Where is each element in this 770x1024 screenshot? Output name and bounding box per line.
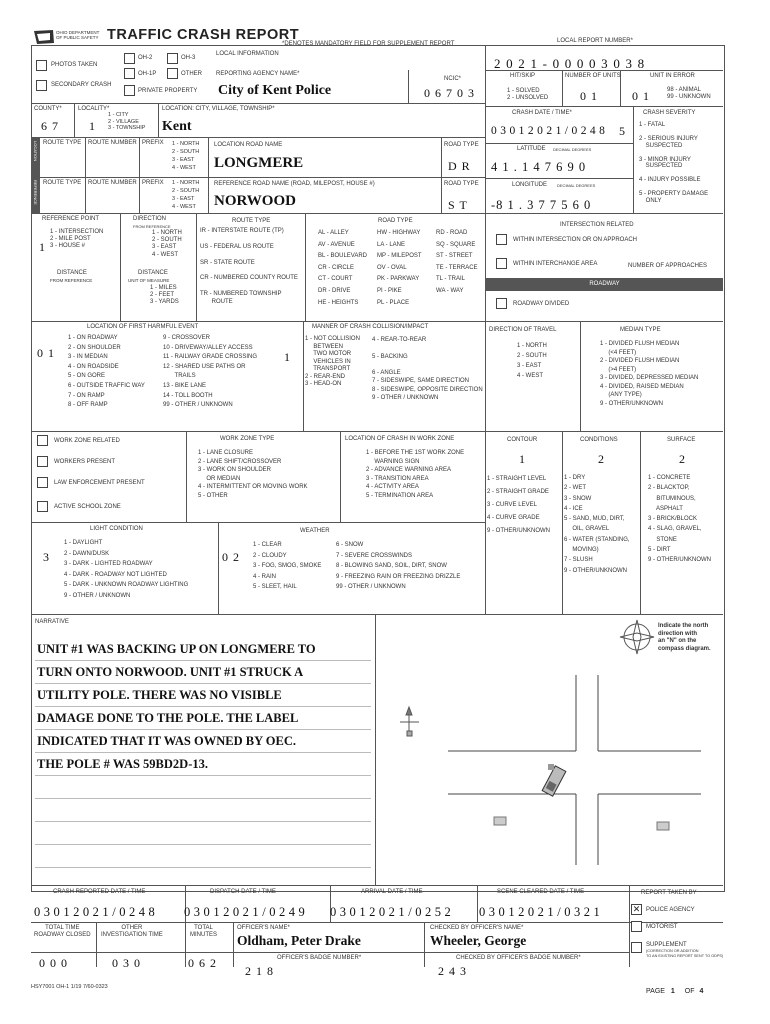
locality-options: 1 - CITY 2 - VILLAGE 3 - TOWNSHIP	[108, 112, 146, 131]
rule	[31, 522, 486, 523]
rule	[85, 137, 86, 213]
first-harmful-label: LOCATION OF FIRST HARMFUL EVENT	[87, 324, 199, 330]
reference-road-type-value: S T	[448, 198, 468, 212]
route-type-label: ROUTE TYPE	[43, 140, 82, 146]
supplement-note: (CORRECTION OR ADDITION TO AN EXISTING REPORT SENT TO ODPS)	[646, 949, 724, 958]
total-minutes-value: 0 6 2	[188, 956, 217, 970]
police-agency-checkbox[interactable]: ✕	[632, 904, 641, 914]
weather-col2: 6 - SNOW 7 - SEVERE CROSSWINDS 8 - BLOWING SAND, SOIL, DIRT, SNOW 9 - FREEZING RAIN OR FREEZING DRIZZLE 99 - OTHER / UNKNOWN	[336, 542, 461, 591]
badge-label: OFFICER'S BADGE NUMBER*	[277, 955, 362, 961]
private-property-checkbox[interactable]	[124, 85, 135, 96]
prefix-label: PREFIX	[142, 140, 164, 146]
secondary-crash-label: SECONDARY CRASH	[51, 82, 112, 88]
severity-options: 1 - FATAL 2 - SERIOUS INJURY SUSPECTED 3 - MINOR INJURY SUSPECTED 4 - INJURY POSSIBLE 5 - PROPERTY DAMAGE ONLY	[639, 122, 709, 204]
light-label: LIGHT CONDITION	[90, 526, 143, 532]
conditions-label: CONDITIONS	[580, 437, 618, 443]
active-school-zone-checkbox[interactable]	[37, 501, 48, 512]
rule	[208, 137, 209, 213]
total-time-value: 0 0 0	[39, 956, 68, 970]
first-harmful-col2: 9 - CROSSOVER 10 - DRIVEWAY/ALLEY ACCESS 11 - RAILWAY GRADE CROSSING 12 - SHARED USE PATHS OR TRAILS 13 - BIKE LANE 14 - TOLL BOOTH 99 - OTHER / UNKNOWN	[163, 335, 258, 409]
rule	[408, 70, 409, 103]
reporting-agency-value: City of Kent Police	[218, 83, 332, 98]
oh2-label: OH-2	[138, 55, 153, 61]
rule	[158, 103, 159, 137]
arrival-value: 0 3 0 1 2 0 2 1 / 0 2 5 2	[330, 905, 451, 919]
local-report-number: 2 0 2 1 - 0 0 0 0 3 0 3 8	[494, 56, 646, 71]
rule	[31, 431, 723, 432]
rule	[562, 70, 563, 106]
north-arrow-icon	[400, 707, 419, 736]
arrival-label: ARRIVAL DATE / TIME	[361, 889, 423, 895]
route-type-list: IR - INTERSTATE ROUTE (TP) US - FEDERAL US ROUTE SR - STATE ROUTE CR - NUMBERED COUNTY ROUTE TR - NUMBERED TOWNSHIP ROUTE	[200, 228, 298, 306]
rule	[186, 431, 187, 522]
other-investigation-value: 0 3 0	[112, 956, 141, 970]
ncic-label: NCIC*	[444, 76, 462, 82]
reporting-agency-label: REPORTING AGENCY NAME*	[216, 71, 300, 77]
conditions-options: 1 - DRY 2 - WET 3 - SNOW 4 - ICE 5 - SAND, MUD, DIRT, OIL, GRAVEL 6 - WATER (STANDING, MOVING) 7 - SLUSH 9 - OTHER/UNKNOWN	[564, 475, 630, 574]
rule	[31, 103, 485, 104]
roadway-divided-checkbox[interactable]	[496, 298, 507, 309]
severity-label: CRASH SEVERITY	[643, 110, 696, 116]
reference-point-options: 1 - INTERSECTION 2 - MILE POST 3 - HOUSE #	[50, 229, 104, 250]
prefix-options: 1 - NORTH 2 - SOUTH 3 - EAST 4 - WEST	[172, 141, 200, 171]
direction-label: DIRECTION	[133, 216, 166, 222]
unit-error-value: 0 1	[632, 89, 650, 103]
utility-pole-icon	[548, 764, 554, 770]
local-report-number-label: LOCAL REPORT NUMBER*	[557, 38, 633, 44]
work-zone-related-label: WORK ZONE RELATED	[54, 438, 120, 444]
narrative-line-5: INDICATED THAT IT WAS OWNED BY OEC.	[37, 734, 296, 748]
rule	[196, 213, 197, 321]
surface-value: 2	[679, 452, 686, 466]
first-harmful-col1: 1 - ON ROADWAY 2 - ON SHOULDER 3 - IN MEDIAN 4 - ON ROADSIDE 5 - ON GORE 6 - OUTSIDE TRAFFIC WAY 7 - ON RAMP 8 - OFF RAMP	[68, 335, 145, 409]
rule	[139, 137, 140, 213]
rule	[31, 321, 723, 322]
intersection-roads	[448, 675, 701, 865]
rule	[633, 106, 634, 213]
rule	[340, 431, 341, 522]
narrative-line-2: TURN ONTO NORWOOD. UNIT #1 STRUCK A	[37, 665, 304, 679]
road-type-col3: RD - ROAD SQ - SQUARE ST - STREET TE - TERRACE TL - TRAIL WA - WAY	[436, 230, 478, 294]
units-value: 0 1	[580, 89, 598, 103]
oh3-label: OH-3	[181, 55, 196, 61]
of-value: 4	[699, 988, 704, 995]
rule	[485, 45, 486, 614]
reference-point-label: REFERENCE POINT	[42, 216, 100, 222]
manner-col1: 1 - NOT COLLISION BETWEEN TWO MOTOR VEHICLES IN TRANSPORT 2 - REAR-END 3 - HEAD-ON	[305, 336, 360, 387]
crash-diagram	[376, 615, 722, 884]
road-type-col1: AL - ALLEY AV - AVENUE BL - BOULEVARD CR - CIRCLE CT - COURT DR - DRIVE HE - HEIGHTS	[318, 230, 368, 306]
rule	[74, 103, 75, 137]
of-label: OF	[684, 988, 695, 995]
median-type-label: MEDIAN TYPE	[620, 327, 661, 333]
crash-date-value: 0 3 0 1 2 0 2 1 / 0 2 4 8	[491, 125, 606, 137]
county-value: 6 7	[41, 119, 59, 133]
narrative-line	[35, 844, 371, 845]
narrative-line-4: DAMAGE DONE TO THE POLE. THE LABEL	[37, 711, 299, 725]
narrative-line-6: THE POLE # WAS 59BD2D-13.	[37, 757, 208, 771]
mandatory-note: *DENOTES MANDATORY FIELD FOR SUPPLEMENT REPORT	[282, 41, 455, 47]
within-interchange-label: WITHIN INTERCHANGE AREA	[513, 261, 598, 267]
narrative-line	[35, 775, 371, 776]
total-time-label: TOTAL TIME ROADWAY CLOSED	[34, 925, 91, 939]
rule	[31, 213, 723, 214]
rule	[640, 431, 641, 614]
contour-label: CONTOUR	[507, 437, 538, 443]
surface-label: SURFACE	[667, 437, 696, 443]
rule	[477, 885, 478, 922]
location-side-label: LOCATION	[33, 141, 38, 162]
photos-taken-label: PHOTOS TAKEN	[51, 62, 98, 68]
surface-options: 1 - CONCRETE 2 - BLACKTOP, BITUMINOUS, ASPHALT 3 - BRICK/BLOCK 4 - SLAG, GRAVEL, STONE 5 - DIRT 9 - OTHER/UNKNOWN	[648, 475, 711, 564]
units-label: NUMBER OF UNITS	[565, 73, 621, 79]
oh1p-checkbox[interactable]	[124, 68, 135, 79]
page-value: 1	[670, 988, 675, 995]
direction-options: 1 - NORTH 2 - SOUTH 3 - EAST 4 - WEST	[152, 230, 182, 258]
rule	[31, 177, 485, 178]
latitude-note: DECIMAL DEGREES	[553, 147, 592, 152]
within-intersection-label: WITHIN INTERSECTION OR ON APPROACH	[513, 237, 638, 243]
direction-travel-label: DIRECTION OF TRAVEL	[489, 327, 557, 333]
page-label: PAGE	[646, 988, 665, 995]
police-agency-label: POLICE AGENCY	[646, 907, 695, 913]
work-zone-related-checkbox[interactable]	[37, 435, 48, 446]
other-checkbox[interactable]	[167, 68, 178, 79]
agency-logo-text: OHIO DEPARTMENT OF PUBLIC SAFETY	[56, 30, 100, 40]
supplement-checkbox[interactable]	[631, 942, 642, 953]
rule	[31, 922, 723, 923]
rule	[485, 106, 723, 107]
oh2-checkbox[interactable]	[124, 53, 135, 64]
direction-sub: FROM REFERENCE	[133, 224, 171, 229]
hit-skip-label: HIT/SKIP	[510, 73, 536, 79]
latitude-value: 4 1 . 1 4 7 6 9 0	[491, 160, 587, 174]
rule	[120, 213, 121, 321]
checked-by-value: Wheeler, George	[430, 933, 527, 948]
longitude-label: LONGITUDE	[512, 182, 548, 188]
location-label: LOCATION: CITY, VILLAGE, TOWNSHIP*	[162, 106, 275, 112]
reference-road-label: REFERENCE ROAD NAME (ROAD, MILEPOST, HOUSE #)	[214, 181, 375, 187]
road-type-title: ROAD TYPE	[378, 218, 413, 224]
rule	[562, 431, 563, 614]
page-indicator	[646, 988, 703, 995]
rule	[31, 952, 629, 953]
supplement-label: SUPPLEMENT	[646, 942, 687, 948]
unit-error-options: 98 - ANIMAL 99 - UNKNOWN	[667, 87, 711, 101]
intersection-related-label: INTERSECTION RELATED	[560, 222, 634, 228]
dispatch-value: 0 3 0 1 2 0 2 1 / 0 2 4 9	[184, 905, 305, 919]
rule	[233, 922, 234, 967]
within-intersection-checkbox[interactable]	[496, 234, 507, 245]
map-marker-icon	[657, 822, 669, 830]
hit-skip-options: 1 - SOLVED 2 - UNSOLVED	[507, 88, 549, 102]
rule	[303, 321, 304, 431]
rule	[485, 178, 633, 179]
ncic-value: 0 6 7 0 3	[424, 86, 475, 100]
narrative-line	[35, 821, 371, 822]
narrative-line-1: UNIT #1 WAS BACKING UP ON LONGMERE TO	[37, 642, 316, 656]
locality-value: 1	[89, 119, 96, 133]
number-approaches-label: NUMBER OF APPROACHES	[628, 263, 708, 269]
work-zone-location-label: LOCATION OF CRASH IN WORK ZONE	[345, 436, 455, 442]
narrative-line-3: UTILITY POLE. THERE WAS NO VISIBLE	[37, 688, 282, 702]
reference-road-value: NORWOOD	[214, 193, 296, 209]
first-harmful-value: 0 1	[37, 346, 55, 360]
contour-value: 1	[519, 452, 526, 466]
secondary-crash-checkbox[interactable]	[36, 80, 47, 91]
location-road-type-value: D R	[448, 159, 471, 173]
work-zone-type-label: WORK ZONE TYPE	[220, 436, 275, 442]
distance-label: DISTANCE	[57, 270, 87, 276]
ohio-state-icon	[33, 29, 55, 45]
location-road-type-label: ROAD TYPE	[444, 142, 479, 148]
rule	[441, 137, 442, 213]
weather-label: WEATHER	[300, 528, 330, 534]
conditions-value: 2	[598, 452, 605, 466]
manner-label: MANNER OF CRASH COLLISION/IMPACT	[312, 324, 429, 330]
rule	[629, 885, 630, 967]
oh1p-label: OH-1P	[138, 71, 157, 77]
other-investigation-label: OTHER INVESTIGATION TIME	[101, 925, 163, 939]
officer-name-value: Oldham, Peter Drake	[237, 933, 361, 948]
checked-badge-label: CHECKED BY OFFICER'S BADGE NUMBER*	[456, 955, 581, 961]
ref-prefix-label: PREFIX	[142, 180, 164, 186]
reference-point-value: 1	[39, 240, 46, 254]
weather-value: 0 2	[222, 550, 240, 564]
longitude-value: -8 1 . 3 7 7 5 6 0	[491, 198, 592, 212]
rule	[485, 290, 723, 291]
distance-unit-label: DISTANCE	[138, 270, 168, 276]
reference-road-type-label: ROAD TYPE	[444, 181, 479, 187]
rule	[96, 922, 97, 967]
distance-unit-sub: UNIT OF MEASURE	[128, 278, 170, 283]
road-type-col2: HW - HIGHWAY LA - LANE MP - MILEPOST OV - OVAL PK - PARKWAY PI - PIKE PL - PLACE	[377, 230, 422, 306]
vehicle-unit-1-icon	[542, 766, 566, 796]
narrative-line	[35, 867, 371, 868]
checked-badge-value: 2 4 3	[438, 964, 467, 978]
manner-col2: 4 - REAR-TO-REAR 5 - BACKING 6 - ANGLE 7 - SIDESWIPE, SAME DIRECTION 8 - SIDESWIPE, OPPOSITE DIRECTION 9 - OTHER / UNKNOWN	[372, 337, 483, 402]
location-road-value: LONGMERE	[214, 155, 304, 171]
motorist-checkbox[interactable]	[631, 921, 642, 932]
reported-label: CRASH REPORTED DATE / TIME	[53, 889, 146, 895]
photos-taken-checkbox[interactable]	[36, 60, 47, 71]
ref-prefix-options: 1 - NORTH 2 - SOUTH 3 - EAST 4 - WEST	[172, 180, 200, 210]
crash-date-label: CRASH DATE / TIME*	[512, 110, 572, 116]
light-value: 3	[43, 550, 50, 564]
narrative-label: NARRATIVE	[35, 619, 69, 625]
weather-col1: 1 - CLEAR 2 - CLOUDY 3 - FOG, SMOG, SMOKE 4 - RAIN 5 - SLEET, HAIL	[253, 542, 322, 591]
locality-label: LOCALITY*	[78, 106, 110, 112]
cleared-label: SCENE CLEARED DATE / TIME	[497, 889, 585, 895]
ref-route-type-label: ROUTE TYPE	[43, 180, 82, 186]
unit-error-label: UNIT IN ERROR	[650, 73, 695, 79]
county-label: COUNTY*	[34, 106, 62, 112]
manner-value: 1	[284, 350, 291, 364]
work-zone-location-options: 1 - BEFORE THE 1ST WORK ZONE WARNING SIGN 2 - ADVANCE WARNING AREA 3 - TRANSITION AREA 4 - ACTIVITY AREA 5 - TERMINATION AREA	[366, 450, 465, 499]
rule	[424, 922, 425, 967]
rule	[580, 321, 581, 431]
reported-value: 0 3 0 1 2 0 2 1 / 0 2 4 8	[34, 905, 155, 919]
within-interchange-checkbox[interactable]	[496, 258, 507, 269]
total-minutes-label: TOTAL MINUTES	[190, 925, 217, 939]
roadway-divided-label: ROADWAY DIVIDED	[513, 301, 570, 307]
workers-present-label: WORKERS PRESENT	[54, 459, 116, 465]
badge-value: 2 1 8	[245, 964, 274, 978]
workers-present-checkbox[interactable]	[37, 456, 48, 467]
law-enforcement-checkbox[interactable]	[37, 477, 48, 488]
light-options: 1 - DAYLIGHT 2 - DAWN/DUSK 3 - DARK - LIGHTED ROADWAY 4 - DARK - ROADWAY NOT LIGHTED 5 - DARK - UNKNOWN ROADWAY LIGHTING 9 - OTHER / UNKNOWN	[64, 540, 189, 599]
map-marker-icon	[494, 817, 506, 825]
narrative-line	[35, 729, 371, 730]
rule	[305, 213, 306, 321]
latitude-label: LATITUDE	[517, 146, 546, 152]
motorist-label: MOTORIST	[646, 924, 678, 930]
private-property-label: PRIVATE PROPERTY	[138, 88, 198, 94]
narrative-line	[35, 706, 371, 707]
contour-options: 1 - STRAIGHT LEVEL 2 - STRAIGHT GRADE 3 - CURVE LEVEL 4 - CURVE GRADE 9 - OTHER/UNKNOWN	[487, 476, 550, 534]
route-type-title: ROUTE TYPE	[232, 218, 271, 224]
compass-icon	[620, 620, 654, 654]
roadway-bar: ROADWAY	[486, 279, 723, 290]
route-number-label: ROUTE NUMBER	[88, 140, 137, 146]
direction-travel-options: 1 - NORTH 2 - SOUTH 3 - EAST 4 - WEST	[517, 343, 547, 379]
distance-unit-options: 1 - MILES 2 - FEET 3 - YARDS	[150, 285, 179, 306]
local-information-label: LOCAL INFORMATION	[216, 51, 279, 57]
severity-value: 5	[619, 124, 626, 138]
compass-note: Indicate the north direction with an "N" on the compass diagram.	[658, 623, 711, 652]
ref-route-number-label: ROUTE NUMBER	[88, 180, 137, 186]
distance-sub: FROM REFERENCE	[50, 278, 93, 283]
narrative-line	[35, 752, 371, 753]
checked-by-label: CHECKED BY OFFICER'S NAME*	[430, 925, 524, 931]
report-taken-label: REPORT TAKEN BY	[641, 890, 697, 896]
other-label: OTHER	[181, 71, 202, 77]
officer-name-label: OFFICER'S NAME*	[237, 925, 290, 931]
median-type-options: 1 - DIVIDED FLUSH MEDIAN (<4 FEET) 2 - DIVIDED FLUSH MEDIAN (>4 FEET) 3 - DIVIDED, DEPRESSED MEDIAN 4 - DIVIDED, RAISED MEDIAN (ANY TYPE) 9 - OTHER/UNKNOWN	[600, 341, 699, 407]
oh3-checkbox[interactable]	[167, 53, 178, 64]
dispatch-label: DISPATCH DATE / TIME	[210, 889, 276, 895]
rule	[485, 143, 633, 144]
location-value: Kent	[162, 119, 192, 134]
narrative-line	[35, 798, 371, 799]
narrative-line	[35, 660, 371, 661]
report-title: TRAFFIC CRASH REPORT	[107, 27, 300, 43]
work-zone-type-options: 1 - LANE CLOSURE 2 - LANE SHIFT/CROSSOVER 3 - WORK ON SHOULDER OR MEDIAN 4 - INTERMITTENT OR MOVING WORK 5 - OTHER	[198, 450, 308, 499]
cleared-value: 0 3 0 1 2 0 2 1 / 0 3 2 1	[479, 905, 600, 919]
rule	[31, 137, 485, 138]
law-enforcement-label: LAW ENFORCEMENT PRESENT	[54, 480, 145, 486]
rule	[185, 885, 186, 967]
rule	[218, 522, 219, 614]
form-id: HSY7001 OH-1 1/19 7/60-0323	[31, 984, 108, 990]
narrative-line	[35, 683, 371, 684]
location-road-label: LOCATION ROAD NAME	[214, 142, 283, 148]
reference-side-label: REFERENCE	[33, 180, 38, 205]
rule	[31, 885, 723, 886]
longitude-note: DECIMAL DEGREES	[557, 183, 596, 188]
active-school-zone-label: ACTIVE SCHOOL ZONE	[54, 504, 121, 510]
